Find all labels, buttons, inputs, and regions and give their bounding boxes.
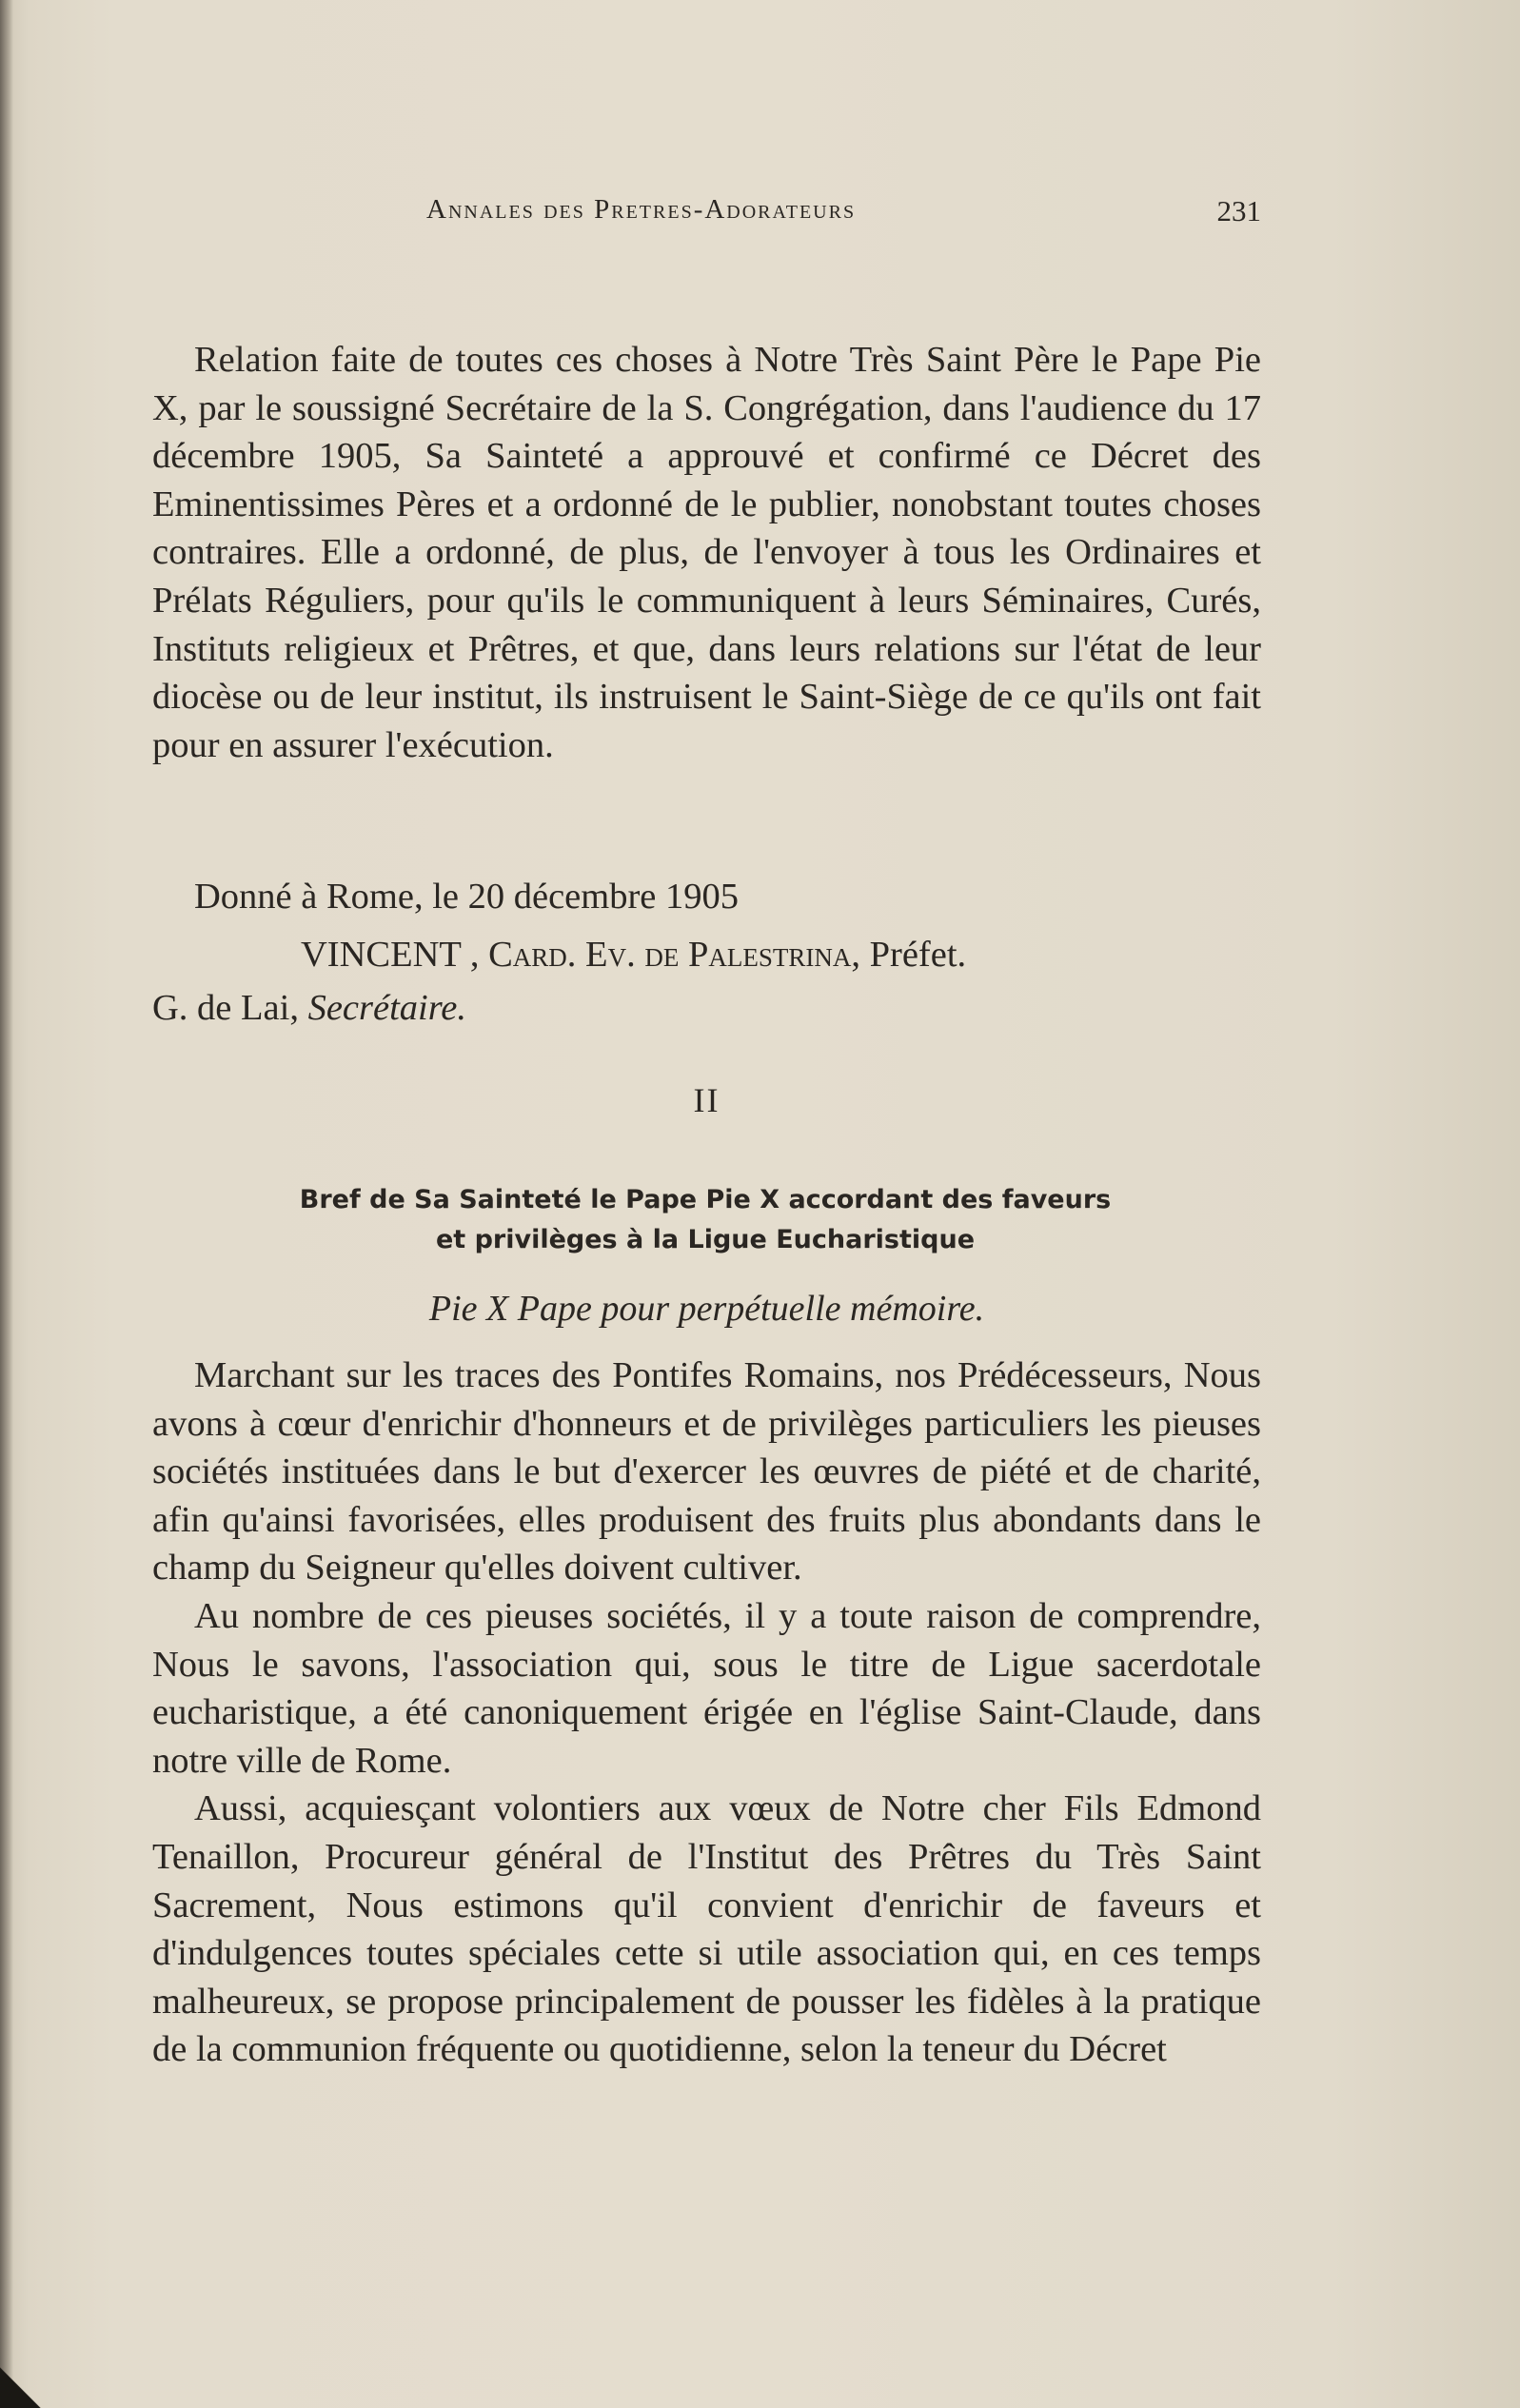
signature-title: Card. Ev. de Palestrina,	[488, 935, 860, 975]
book-spine-shadow	[0, 0, 13, 2408]
section-title-line: et privilèges à la Ligue Eucharistique	[435, 1225, 976, 1254]
signature-name: VINCENT ,	[301, 935, 480, 975]
running-head: Annales des Pretres-Adorateurs	[426, 194, 857, 225]
signature-line	[301, 934, 966, 976]
page-number: 231	[1216, 194, 1261, 227]
decree-conclusion-text	[152, 336, 1261, 769]
dated-line: Donné à Rome, le 20 décembre 1905	[194, 877, 739, 917]
section-title	[225, 1180, 1186, 1260]
page-header	[152, 194, 1261, 242]
paragraph: Au nombre de ces pieuses sociétés, il y a toute raison de comprendre, Nous le savons, l'association qui, sous le titre de Ligue sacerdotale eucharistique, a été canoniquement érigée en l'église Saint-Claude, dans notre ville de Rome.	[152, 1595, 1261, 1781]
secretary-name: G. de Lai,	[152, 988, 299, 1028]
secretary-line	[152, 987, 466, 1029]
invocation-line: Pie X Pape pour perpétuelle mémoire.	[428, 1289, 985, 1329]
section-title-line: Bref de Sa Sainteté le Pape Pie X accordant des faveurs	[299, 1185, 1112, 1214]
page-corner-shadow	[0, 2351, 57, 2408]
brief-body-text	[152, 1352, 1261, 2074]
secretary-role: Secrétaire.	[307, 988, 466, 1028]
signature-role: Préfet.	[869, 935, 967, 975]
paragraph: Aussi, acquiesçant volontiers aux vœux de Notre cher Fils Edmond Tenaillon, Procureur général de l'Institut des Prêtres du Très Saint Sacrement, Nous estimons qu'il convient d'enrichir de faveurs et d'indulgences toutes spéciales cette si utile association qui, en ces temps malheureux, se propose principalement de pousser les fidèles à la pratique de la communion fréquente ou quotidienne, selon la teneur du Décret	[152, 1788, 1261, 2070]
paragraph: Relation faite de toutes ces choses à Notre Très Saint Père le Pape Pie X, par le soussigné Secrétaire de la S. Congrégation, dans l'audience du 17 décembre 1905, Sa Sainteté a approuvé et confirmé ce Décret des Eminentissimes Pères et a ordonné de le publier, nonobstant toutes choses contraires. Elle a ordonné, de plus, de l'envoyer à tous les Ordinaires et Prélats Réguliers, pour qu'ils le communiquent à leurs Séminaires, Curés, Instituts religieux et Prêtres, et que, dans leurs relations sur l'état de leur diocèse ou de leur institut, ils instruisent le Saint-Siège de ce qu'ils ont fait pour en assurer l'exécution.	[152, 340, 1261, 765]
paragraph: Marchant sur les traces des Pontifes Romains, nos Prédécesseurs, Nous avons à cœur d'enrichir d'honneurs et de privilèges particuliers les pieuses sociétés instituées dans le but d'exercer les œuvres de piété et de charité, afin qu'ainsi favorisées, elles produisent des fruits plus abondants dans le champ du Seigneur qu'elles doivent cultiver.	[152, 1355, 1261, 1589]
section-number: II	[693, 1081, 721, 1119]
